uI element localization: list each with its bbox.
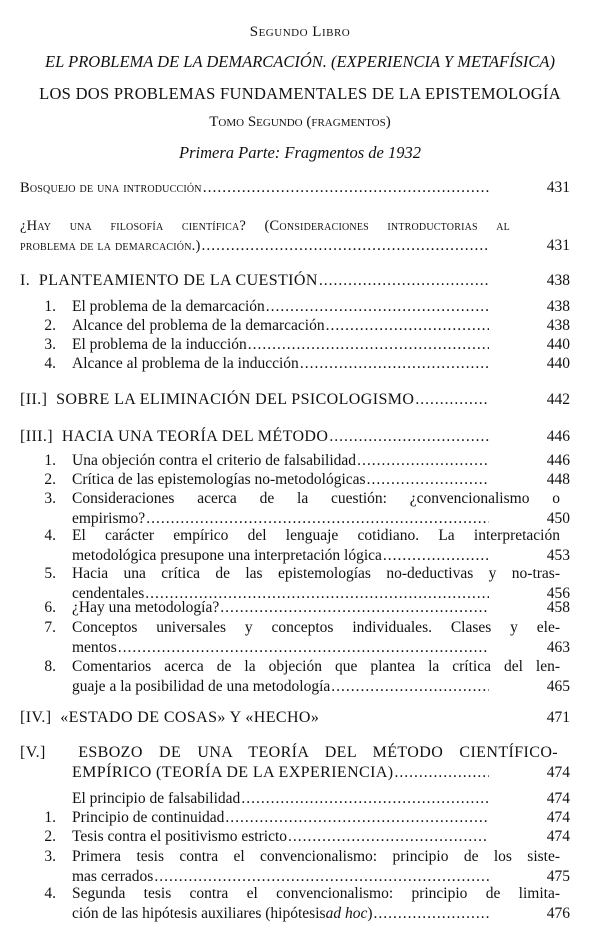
toc-number: 7. bbox=[44, 619, 56, 636]
toc-number: 4. bbox=[44, 355, 56, 372]
toc-page-number: 476 bbox=[546, 905, 570, 922]
toc-entry-title: Comentarios acerca de la objeción que plantea la crítica del len- bbox=[72, 658, 560, 675]
toc-section-title: [V.] ESBOZO DE UNA TEORÍA DEL MÉTODO CIENTÍFICO- bbox=[20, 744, 558, 761]
toc-entry-title-cont: guaje a la posibilidad de una metodología bbox=[72, 678, 331, 695]
part-heading: Primera Parte: Fragmentos de 1932 bbox=[179, 143, 421, 162]
toc-section-title-cont: EMPÍRICO (TEORÍA DE LA EXPERIENCIA) bbox=[72, 764, 394, 781]
toc-number: 2. bbox=[44, 317, 56, 334]
toc-page-number: 431 bbox=[546, 237, 570, 254]
toc-entry-title: Hacia una crítica de las epistemologías no-deductivas y no-tras- bbox=[72, 565, 560, 582]
toc-page-number: 438 bbox=[546, 317, 570, 334]
toc-number: 8. bbox=[44, 658, 56, 675]
toc-number: 1. bbox=[44, 809, 56, 826]
toc-page-number: 475 bbox=[546, 868, 570, 885]
toc-page-number: 456 bbox=[546, 585, 570, 602]
toc-page-number: 453 bbox=[546, 547, 570, 564]
toc-entry-title-cont: empirismo? bbox=[72, 510, 146, 527]
toc-entry-title-cont: mas cerrados bbox=[72, 868, 154, 885]
toc-page-number: 474 bbox=[546, 809, 570, 826]
toc-page-number: 438 bbox=[546, 298, 570, 315]
toc-number: 1. bbox=[44, 452, 56, 469]
toc-entry-title: Alcance al problema de la inducción bbox=[72, 355, 299, 372]
toc-entry-title: Consideraciones acerca de la cuestión: ¿convencionalismo o bbox=[72, 490, 560, 507]
toc-page-number: 446 bbox=[546, 452, 570, 469]
toc-page-number: 458 bbox=[546, 599, 570, 616]
toc-entry-title: El problema de la inducción bbox=[72, 336, 247, 353]
toc-entry-title: Principio de continuidad bbox=[72, 809, 225, 826]
work-title: LOS DOS PROBLEMAS FUNDAMENTALES DE LA EPISTEMOLOGÍA bbox=[39, 84, 561, 103]
toc-section-title: [IV.] «ESTADO DE COSAS» Y «HECHO» bbox=[20, 709, 320, 726]
toc-page-number: 463 bbox=[546, 639, 570, 656]
toc-section-title: [III.] HACIA UNA TEORÍA DEL MÉTODO bbox=[20, 428, 329, 445]
toc-page-number: 474 bbox=[546, 790, 570, 807]
toc-entry-title: Alcance del problema de la demarcación bbox=[72, 317, 325, 334]
toc-number: 6. bbox=[44, 599, 56, 616]
toc-number: 1. bbox=[44, 298, 56, 315]
toc-entry-title: Bosquejo de una introducción bbox=[20, 180, 202, 196]
toc-entry-title: ¿Hay una metodología? bbox=[72, 599, 220, 616]
book-title: EL PROBLEMA DE LA DEMARCACIÓN. (EXPERIENCIA Y METAFÍSICA) bbox=[45, 52, 555, 71]
toc-entry-title: El problema de la demarcación bbox=[72, 298, 265, 315]
toc-page-number: 448 bbox=[546, 471, 570, 488]
toc-number: 4. bbox=[44, 527, 56, 544]
toc-number: 5. bbox=[44, 565, 56, 582]
toc-entry-title: Conceptos universales y conceptos individuales. Clases y ele- bbox=[72, 619, 560, 636]
toc-page-number: 442 bbox=[546, 391, 570, 408]
toc-page-number: 474 bbox=[546, 828, 570, 845]
toc-page-number: 474 bbox=[546, 764, 570, 781]
toc-entry-title-italic: ad hoc bbox=[325, 905, 368, 922]
toc-entry-title-cont: ción de las hipótesis auxiliares (hipótesis bbox=[72, 905, 326, 922]
toc-entry-title-cont: metodológica presupone una interpretación lógica bbox=[72, 547, 382, 564]
toc-page-number: 438 bbox=[546, 272, 570, 289]
toc-number: 2. bbox=[44, 471, 56, 488]
toc-number: 3. bbox=[44, 490, 56, 507]
toc-entry-title: ¿Hay una filosofía científica? (Consideraciones introductorias al bbox=[20, 218, 510, 234]
toc-entry-title-cont: cendentales bbox=[72, 585, 145, 602]
toc-page-number: 440 bbox=[546, 355, 570, 372]
toc-page-number: 440 bbox=[546, 336, 570, 353]
book-heading: Segundo Libro bbox=[249, 24, 351, 40]
volume-heading: Tomo Segundo (fragmentos) bbox=[209, 114, 391, 130]
toc-entry-title-cont: problema de la demarcación.) bbox=[20, 238, 201, 254]
toc-page-number: 450 bbox=[546, 510, 570, 527]
toc-page-number: 471 bbox=[546, 709, 570, 726]
toc-number: 3. bbox=[44, 336, 56, 353]
toc-entry-title-cont: mentos bbox=[72, 639, 117, 656]
toc-entry-title: Una objeción contra el criterio de falsabilidad bbox=[72, 452, 357, 469]
toc-entry-title: El carácter empírico del lenguaje cotidiano. La interpretación bbox=[72, 527, 560, 544]
toc-entry-title: Primera tesis contra el convencionalismo: principio de los siste- bbox=[72, 848, 560, 865]
toc-entry-title: El principio de falsabilidad bbox=[72, 790, 241, 807]
toc-page-number: 465 bbox=[546, 678, 570, 695]
toc-section-title: I. PLANTEAMIENTO DE LA CUESTIÓN bbox=[20, 272, 318, 289]
toc-section-title: [II.] SOBRE LA ELIMINACIÓN DEL PSICOLOGISMO bbox=[20, 391, 415, 408]
toc-number: 3. bbox=[44, 848, 56, 865]
toc-entry-title-end: ) bbox=[367, 905, 373, 922]
toc-number: 4. bbox=[44, 885, 56, 902]
toc-page-number: 446 bbox=[546, 428, 570, 445]
toc-entry-title: Tesis contra el positivismo estricto bbox=[72, 828, 288, 845]
toc-entry-title: Crítica de las epistemologías no-metodológicas bbox=[72, 471, 366, 488]
toc-page-number: 431 bbox=[546, 179, 570, 196]
toc-entry-title: Segunda tesis contra el convencionalismo: principio de limita- bbox=[72, 885, 560, 902]
toc-number: 2. bbox=[44, 828, 56, 845]
